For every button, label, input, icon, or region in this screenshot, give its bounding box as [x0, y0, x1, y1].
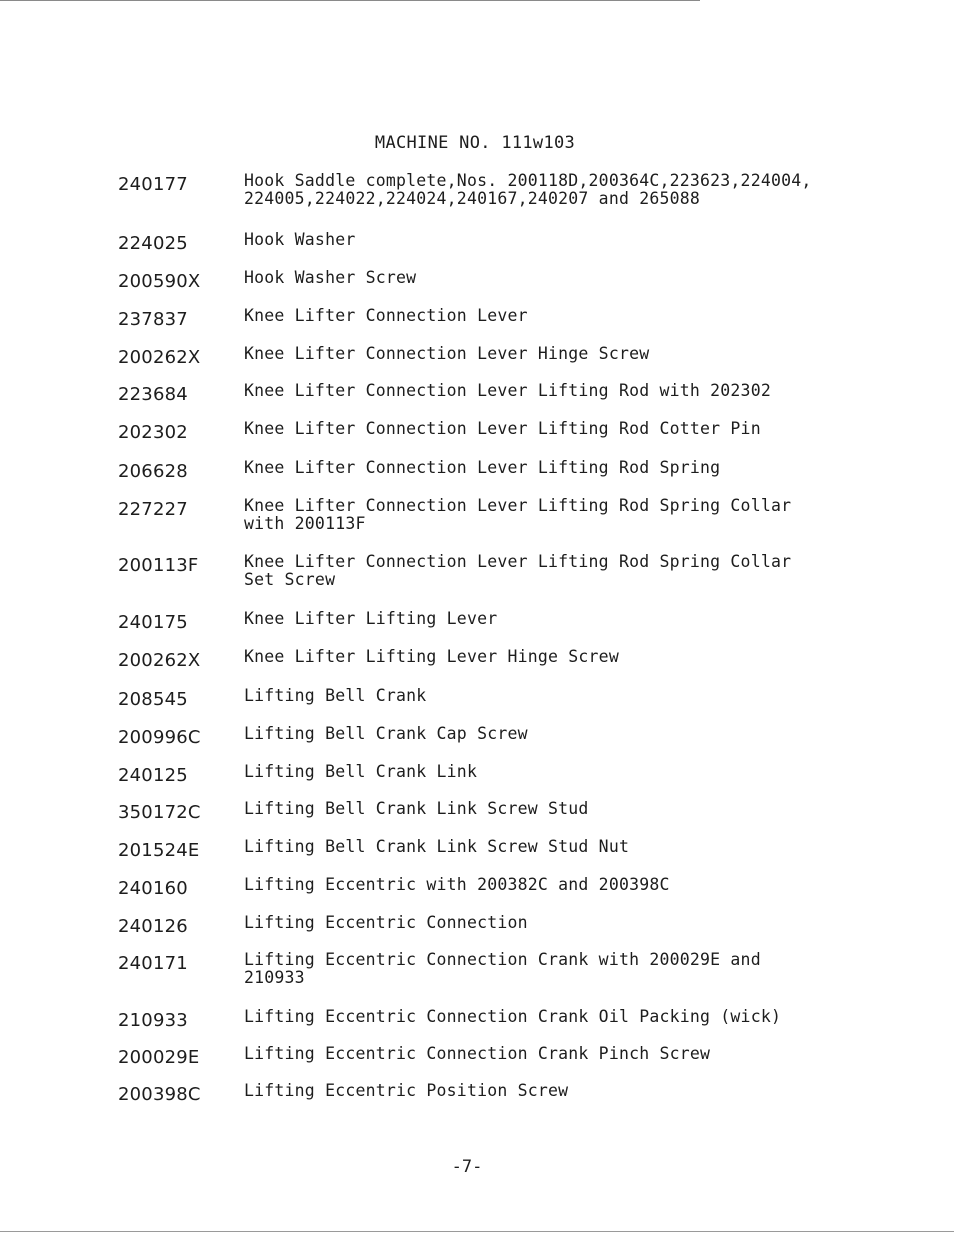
part-number: 224025	[118, 233, 188, 254]
part-description: Lifting Bell Crank Link Screw Stud Nut	[244, 837, 630, 856]
part-description: Knee Lifter Connection Lever Lifting Rod with 202302	[244, 381, 771, 400]
part-number: 350172C	[118, 802, 201, 823]
part-description: Lifting Eccentric Connection Crank with 200029E and 210933	[244, 950, 761, 987]
part-number: 200262X	[118, 650, 201, 671]
part-description: Lifting Eccentric Connection Crank Pinch Screw	[244, 1044, 711, 1063]
part-number: 202302	[118, 422, 188, 443]
part-description: Lifting Eccentric Position Screw	[244, 1081, 569, 1100]
part-number: 200996C	[118, 727, 201, 748]
part-description: Hook Washer	[244, 230, 356, 249]
part-description: Lifting Bell Crank Link	[244, 762, 478, 781]
bottom-edge-rule	[0, 1231, 954, 1232]
part-description: Lifting Bell Crank	[244, 686, 427, 705]
page-number: -7-	[451, 1157, 483, 1177]
part-number: 240125	[118, 765, 188, 786]
part-description: Lifting Bell Crank Link Screw Stud	[244, 799, 589, 818]
part-number: 208545	[118, 689, 188, 710]
part-description: Knee Lifter Connection Lever Hinge Screw	[244, 344, 650, 363]
part-number: 200398C	[118, 1084, 201, 1105]
part-number: 223684	[118, 384, 188, 405]
part-description: Knee Lifter Lifting Lever	[244, 609, 498, 628]
part-number: 227227	[118, 499, 188, 520]
part-description: Hook Washer Screw	[244, 268, 417, 287]
part-number: 240126	[118, 916, 188, 937]
part-number: 206628	[118, 461, 188, 482]
part-number: 240171	[118, 953, 188, 974]
part-number: 200029E	[118, 1047, 200, 1068]
part-description: Knee Lifter Connection Lever Lifting Rod Cotter Pin	[244, 419, 761, 438]
part-number: 210933	[118, 1010, 188, 1031]
part-description: Lifting Eccentric Connection Crank Oil Packing (wick)	[244, 1007, 782, 1026]
part-number: 200262X	[118, 347, 201, 368]
part-description: Knee Lifter Connection Lever Lifting Rod Spring	[244, 458, 721, 477]
part-description: Knee Lifter Connection Lever Lifting Rod Spring Collar with 200113F	[244, 496, 792, 533]
part-description: Lifting Bell Crank Cap Screw	[244, 724, 528, 743]
part-description: Lifting Eccentric with 200382C and 200398C	[244, 875, 670, 894]
part-description: Knee Lifter Lifting Lever Hinge Screw	[244, 647, 619, 666]
part-number: 240177	[118, 174, 188, 195]
part-number: 240175	[118, 612, 188, 633]
part-number: 240160	[118, 878, 188, 899]
part-description: Knee Lifter Connection Lever	[244, 306, 528, 325]
part-number: 237837	[118, 309, 188, 330]
part-description: Knee Lifter Connection Lever Lifting Rod Spring Collar Set Screw	[244, 552, 792, 589]
machine-number-heading: MACHINE NO. 111w103	[374, 133, 576, 153]
part-description: Hook Saddle complete,Nos. 200118D,200364C,223623,224004, 224005,224022,224024,240167,240207 and 265088	[244, 171, 812, 208]
part-number: 200590X	[118, 271, 201, 292]
part-number: 201524E	[118, 840, 200, 861]
part-number: 200113F	[118, 555, 199, 576]
part-description: Lifting Eccentric Connection	[244, 913, 528, 932]
